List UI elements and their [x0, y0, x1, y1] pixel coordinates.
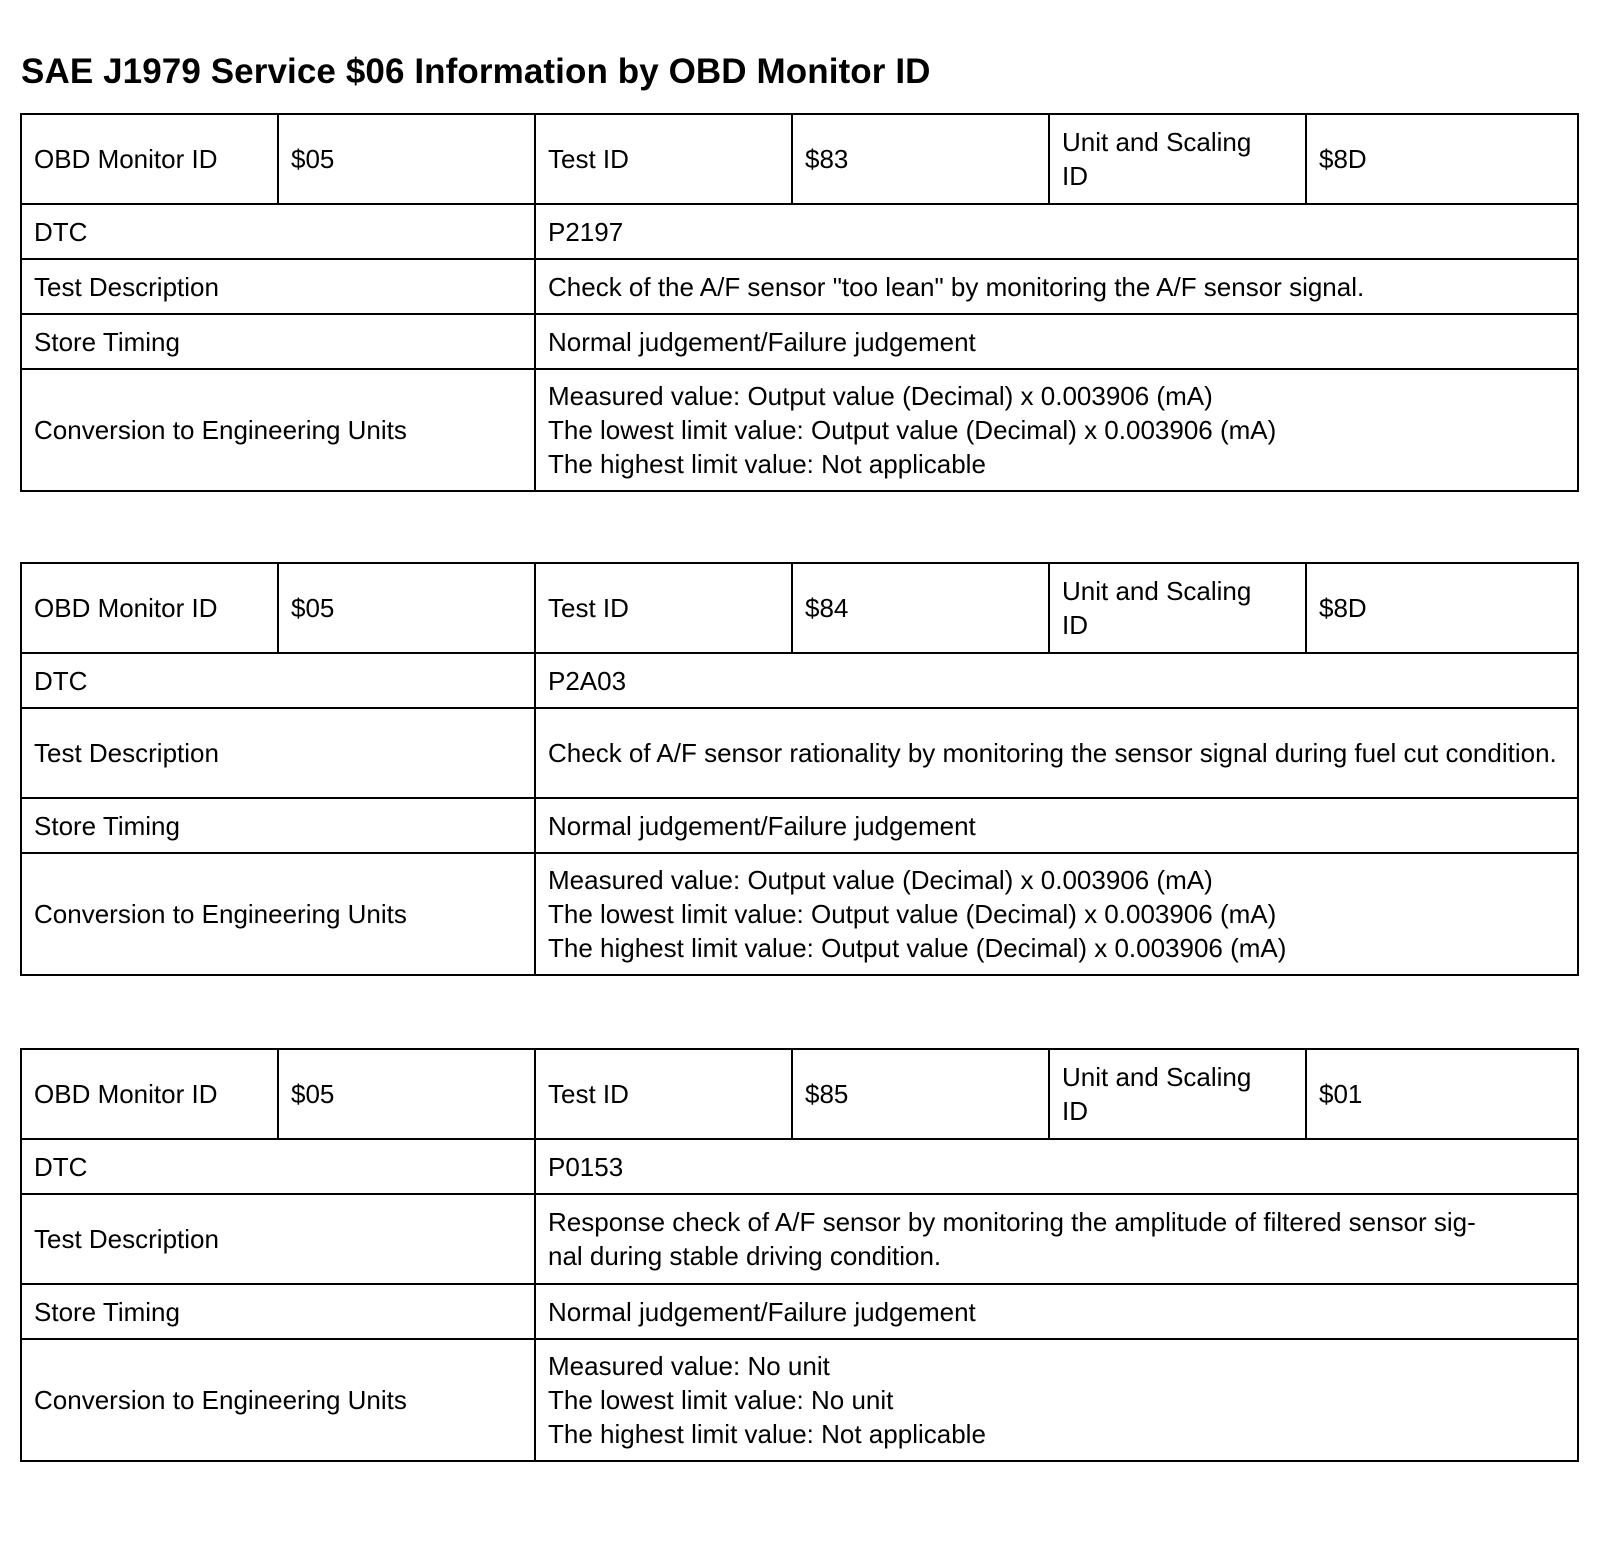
table-row: [21, 853, 1578, 975]
table-header-row: [21, 114, 1578, 204]
obd-monitor-id-value: $05: [278, 1049, 535, 1139]
table-row: [21, 259, 1578, 314]
conversion-value: Measured value: Output value (Decimal) x 0.003906 (mA) The lowest limit value: Output value (Decimal) x 0.003906 (mA) The highest limit value: Output value (Decimal) x 0.003906 (mA): [535, 853, 1578, 975]
store-timing-value: Normal judgement/Failure judgement: [535, 798, 1578, 853]
unit-scaling-id-value: $01: [1306, 1049, 1578, 1139]
monitor-table: [20, 1048, 1579, 1462]
table-row: [21, 798, 1578, 853]
table-row: [21, 204, 1578, 259]
unit-scaling-id-label: Unit and Scaling ID: [1049, 1049, 1306, 1139]
dtc-label: DTC: [21, 653, 535, 708]
test-id-value: $85: [792, 1049, 1049, 1139]
test-description-label: Test Description: [21, 708, 535, 798]
unit-scaling-id-label: Unit and Scaling ID: [1049, 563, 1306, 653]
test-description-label: Test Description: [21, 259, 535, 314]
dtc-label: DTC: [21, 1139, 535, 1194]
test-id-value: $83: [792, 114, 1049, 204]
table-row: [21, 1284, 1578, 1339]
store-timing-value: Normal judgement/Failure judgement: [535, 314, 1578, 369]
conversion-label: Conversion to Engineering Units: [21, 853, 535, 975]
table-row: [21, 653, 1578, 708]
test-description-value: Check of the A/F sensor "too lean" by monitoring the A/F sensor signal.: [535, 259, 1578, 314]
obd-monitor-id-value: $05: [278, 114, 535, 204]
table-row: [21, 708, 1578, 798]
conversion-value: Measured value: No unit The lowest limit value: No unit The highest limit value: Not applicable: [535, 1339, 1578, 1461]
dtc-value: P2A03: [535, 653, 1578, 708]
obd-monitor-id-label: OBD Monitor ID: [21, 114, 278, 204]
conversion-value: Measured value: Output value (Decimal) x 0.003906 (mA) The lowest limit value: Output value (Decimal) x 0.003906 (mA) The highest limit value: Not applicable: [535, 369, 1578, 491]
table-row: [21, 1339, 1578, 1461]
test-description-value: Check of A/F sensor rationality by monitoring the sensor signal during fuel cut condition.: [535, 708, 1578, 798]
unit-scaling-id-value: $8D: [1306, 563, 1578, 653]
test-id-label: Test ID: [535, 1049, 792, 1139]
test-id-value: $84: [792, 563, 1049, 653]
store-timing-label: Store Timing: [21, 1284, 535, 1339]
table-row: [21, 1194, 1578, 1284]
store-timing-value: Normal judgement/Failure judgement: [535, 1284, 1578, 1339]
test-id-label: Test ID: [535, 563, 792, 653]
table-row: [21, 314, 1578, 369]
monitor-table: [20, 113, 1579, 492]
obd-monitor-id-label: OBD Monitor ID: [21, 1049, 278, 1139]
table-row: [21, 1139, 1578, 1194]
store-timing-label: Store Timing: [21, 798, 535, 853]
obd-monitor-id-label: OBD Monitor ID: [21, 563, 278, 653]
conversion-label: Conversion to Engineering Units: [21, 1339, 535, 1461]
unit-scaling-id-value: $8D: [1306, 114, 1578, 204]
conversion-label: Conversion to Engineering Units: [21, 369, 535, 491]
store-timing-label: Store Timing: [21, 314, 535, 369]
test-id-label: Test ID: [535, 114, 792, 204]
table-row: [21, 369, 1578, 491]
dtc-label: DTC: [21, 204, 535, 259]
dtc-value: P2197: [535, 204, 1578, 259]
unit-scaling-id-label: Unit and Scaling ID: [1049, 114, 1306, 204]
page-title: SAE J1979 Service $06 Information by OBD Monitor ID: [21, 52, 931, 91]
dtc-value: P0153: [535, 1139, 1578, 1194]
test-description-label: Test Description: [21, 1194, 535, 1284]
table-header-row: [21, 1049, 1578, 1139]
monitor-table: [20, 562, 1579, 976]
obd-monitor-id-value: $05: [278, 563, 535, 653]
test-description-value: Response check of A/F sensor by monitoring the amplitude of filtered sensor sig- nal during stable driving condition.: [535, 1194, 1578, 1284]
table-header-row: [21, 563, 1578, 653]
